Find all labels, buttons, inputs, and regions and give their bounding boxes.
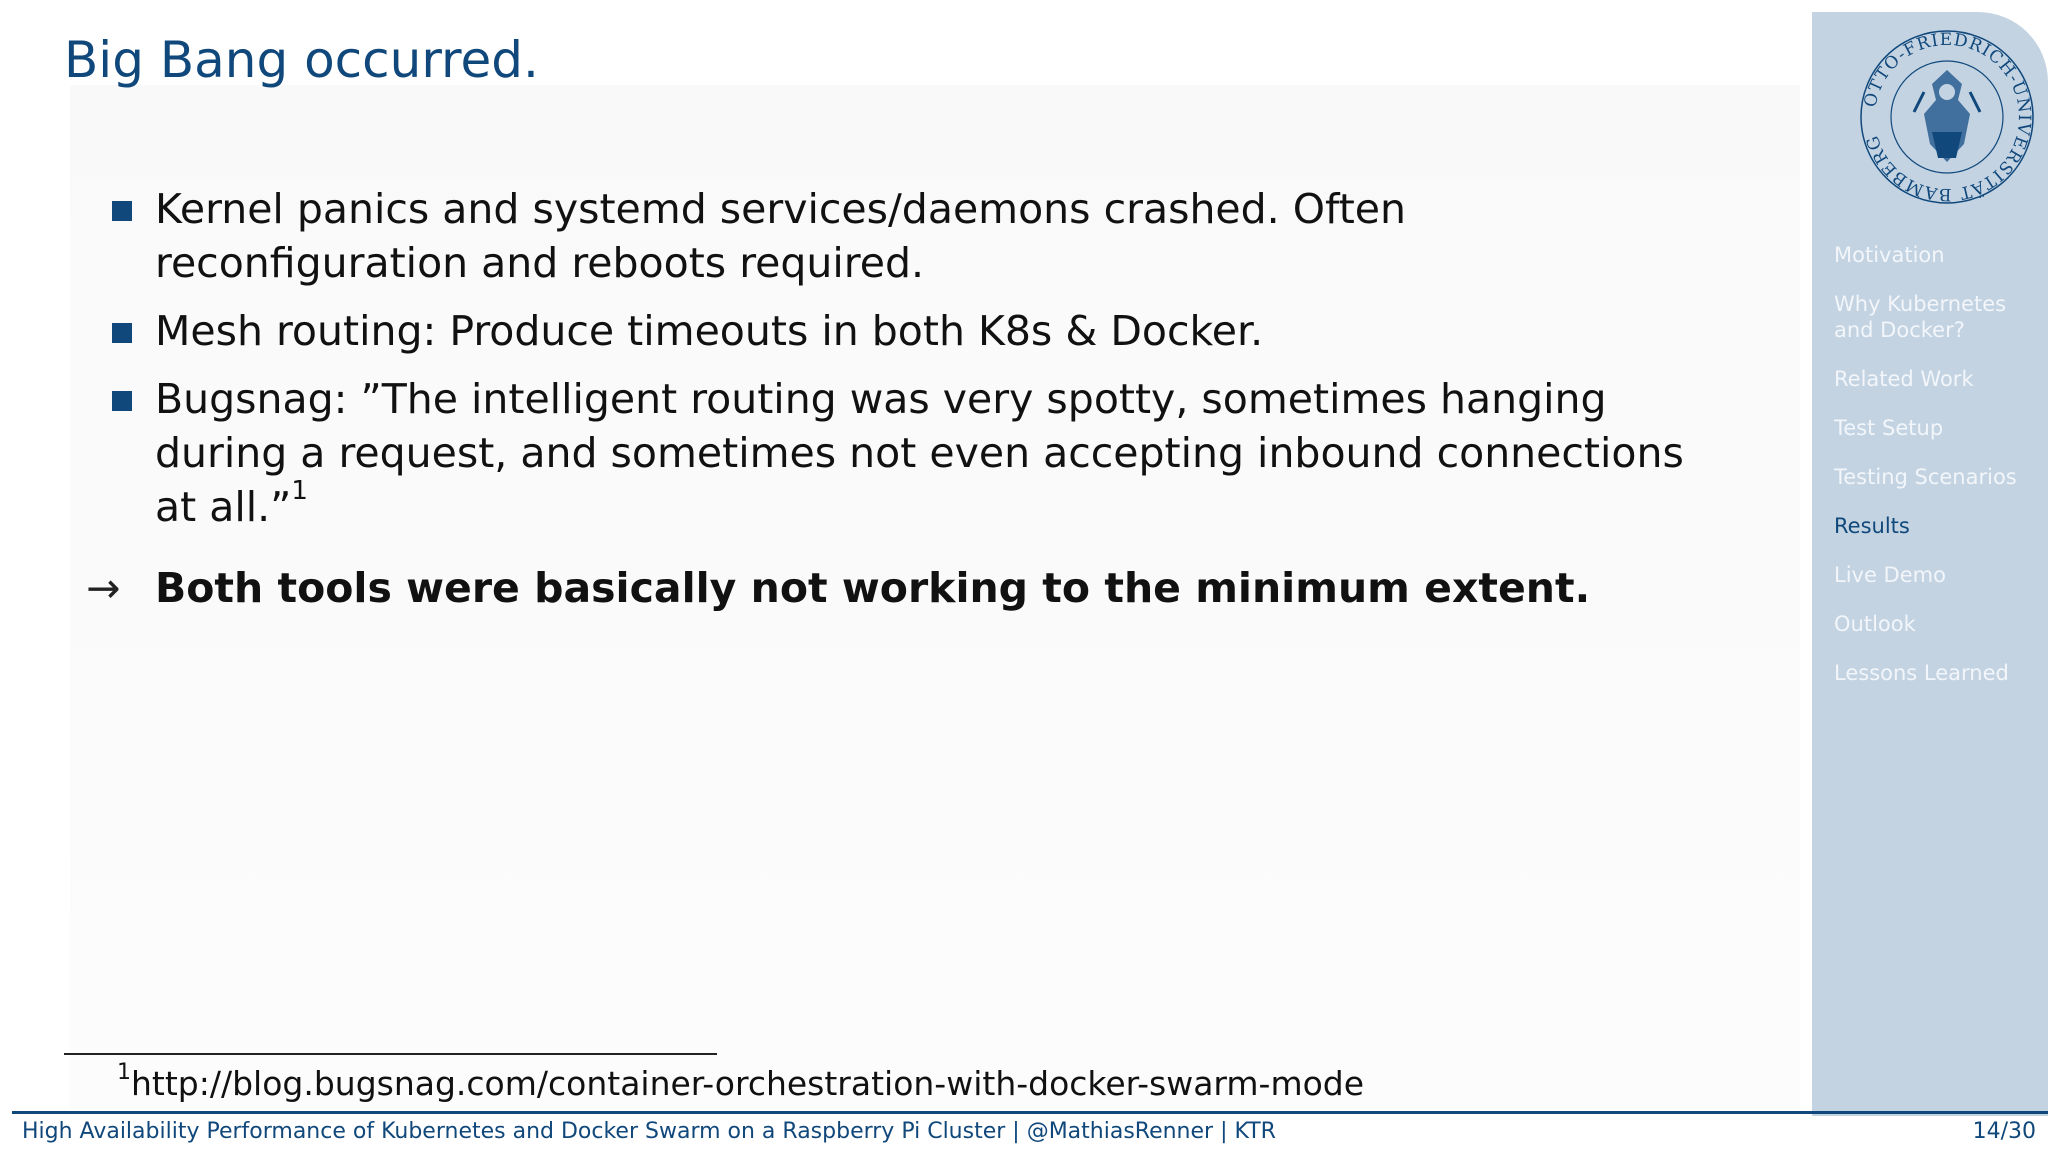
square-bullet-icon	[112, 323, 132, 343]
footnote-marker: 1	[117, 1060, 131, 1085]
footer-title: High Availability Performance of Kubernetes and Docker Swarm on a Raspberry Pi Cluster | @MathiasRenner | KTR	[22, 1119, 1276, 1144]
footnote	[117, 1062, 1364, 1106]
bullet-item	[112, 304, 1712, 358]
slide-title: Big Bang occurred.	[64, 31, 539, 89]
nav-item-results[interactable]: Results	[1834, 514, 1910, 538]
nav-item-outlook[interactable]: Outlook	[1834, 612, 1916, 636]
page-number: 14/30	[1972, 1119, 2036, 1144]
square-bullet-icon	[112, 391, 132, 411]
section-nav	[1834, 242, 2044, 709]
footer-divider	[12, 1111, 2048, 1114]
nav-item-live-demo[interactable]: Live Demo	[1834, 563, 1946, 587]
bullet-text: Bugsnag: ”The intelligent routing was very spotty, sometimes hanging during a request, and sometimes not even accepting inbound connections at all.”	[155, 375, 1684, 531]
bullet-text: Mesh routing: Produce timeouts in both K8s & Docker.	[155, 307, 1264, 355]
nav-item-testing-scenarios[interactable]: Testing Scenarios	[1834, 465, 2017, 489]
square-bullet-icon	[112, 201, 132, 221]
university-seal-icon	[1852, 22, 2042, 212]
nav-item-related-work[interactable]: Related Work	[1834, 367, 1974, 391]
nav-item-motivation[interactable]: Motivation	[1834, 243, 1945, 267]
conclusion	[86, 558, 1590, 618]
bullet-item	[112, 372, 1712, 534]
footnote-divider	[64, 1053, 717, 1055]
nav-item-lessons-learned[interactable]: Lessons Learned	[1834, 661, 2009, 685]
footnote-link[interactable]: http://blog.bugsnag.com/container-orchestration-with-docker-swarm-mode	[131, 1064, 1365, 1103]
bullet-item	[112, 182, 1712, 290]
conclusion-text: Both tools were basically not working to the minimum extent.	[155, 564, 1591, 612]
nav-item-test-setup[interactable]: Test Setup	[1834, 416, 1944, 440]
nav-item-why-kubernetes-and-docker[interactable]: Why Kubernetes and Docker?	[1834, 292, 2007, 342]
svg-text:OTTO-FRIEDRICH-UNIVERSITÄT BAM: OTTO-FRIEDRICH-UNIVERSITÄT BAMBERG	[1860, 29, 2035, 205]
right-arrow-icon: →	[86, 564, 121, 612]
footnote-reference[interactable]: 1	[291, 476, 308, 506]
bullet-text: Kernel panics and systemd services/daemons crashed. Often reconfiguration and reboots required.	[155, 185, 1407, 287]
bullet-list	[112, 182, 1712, 548]
